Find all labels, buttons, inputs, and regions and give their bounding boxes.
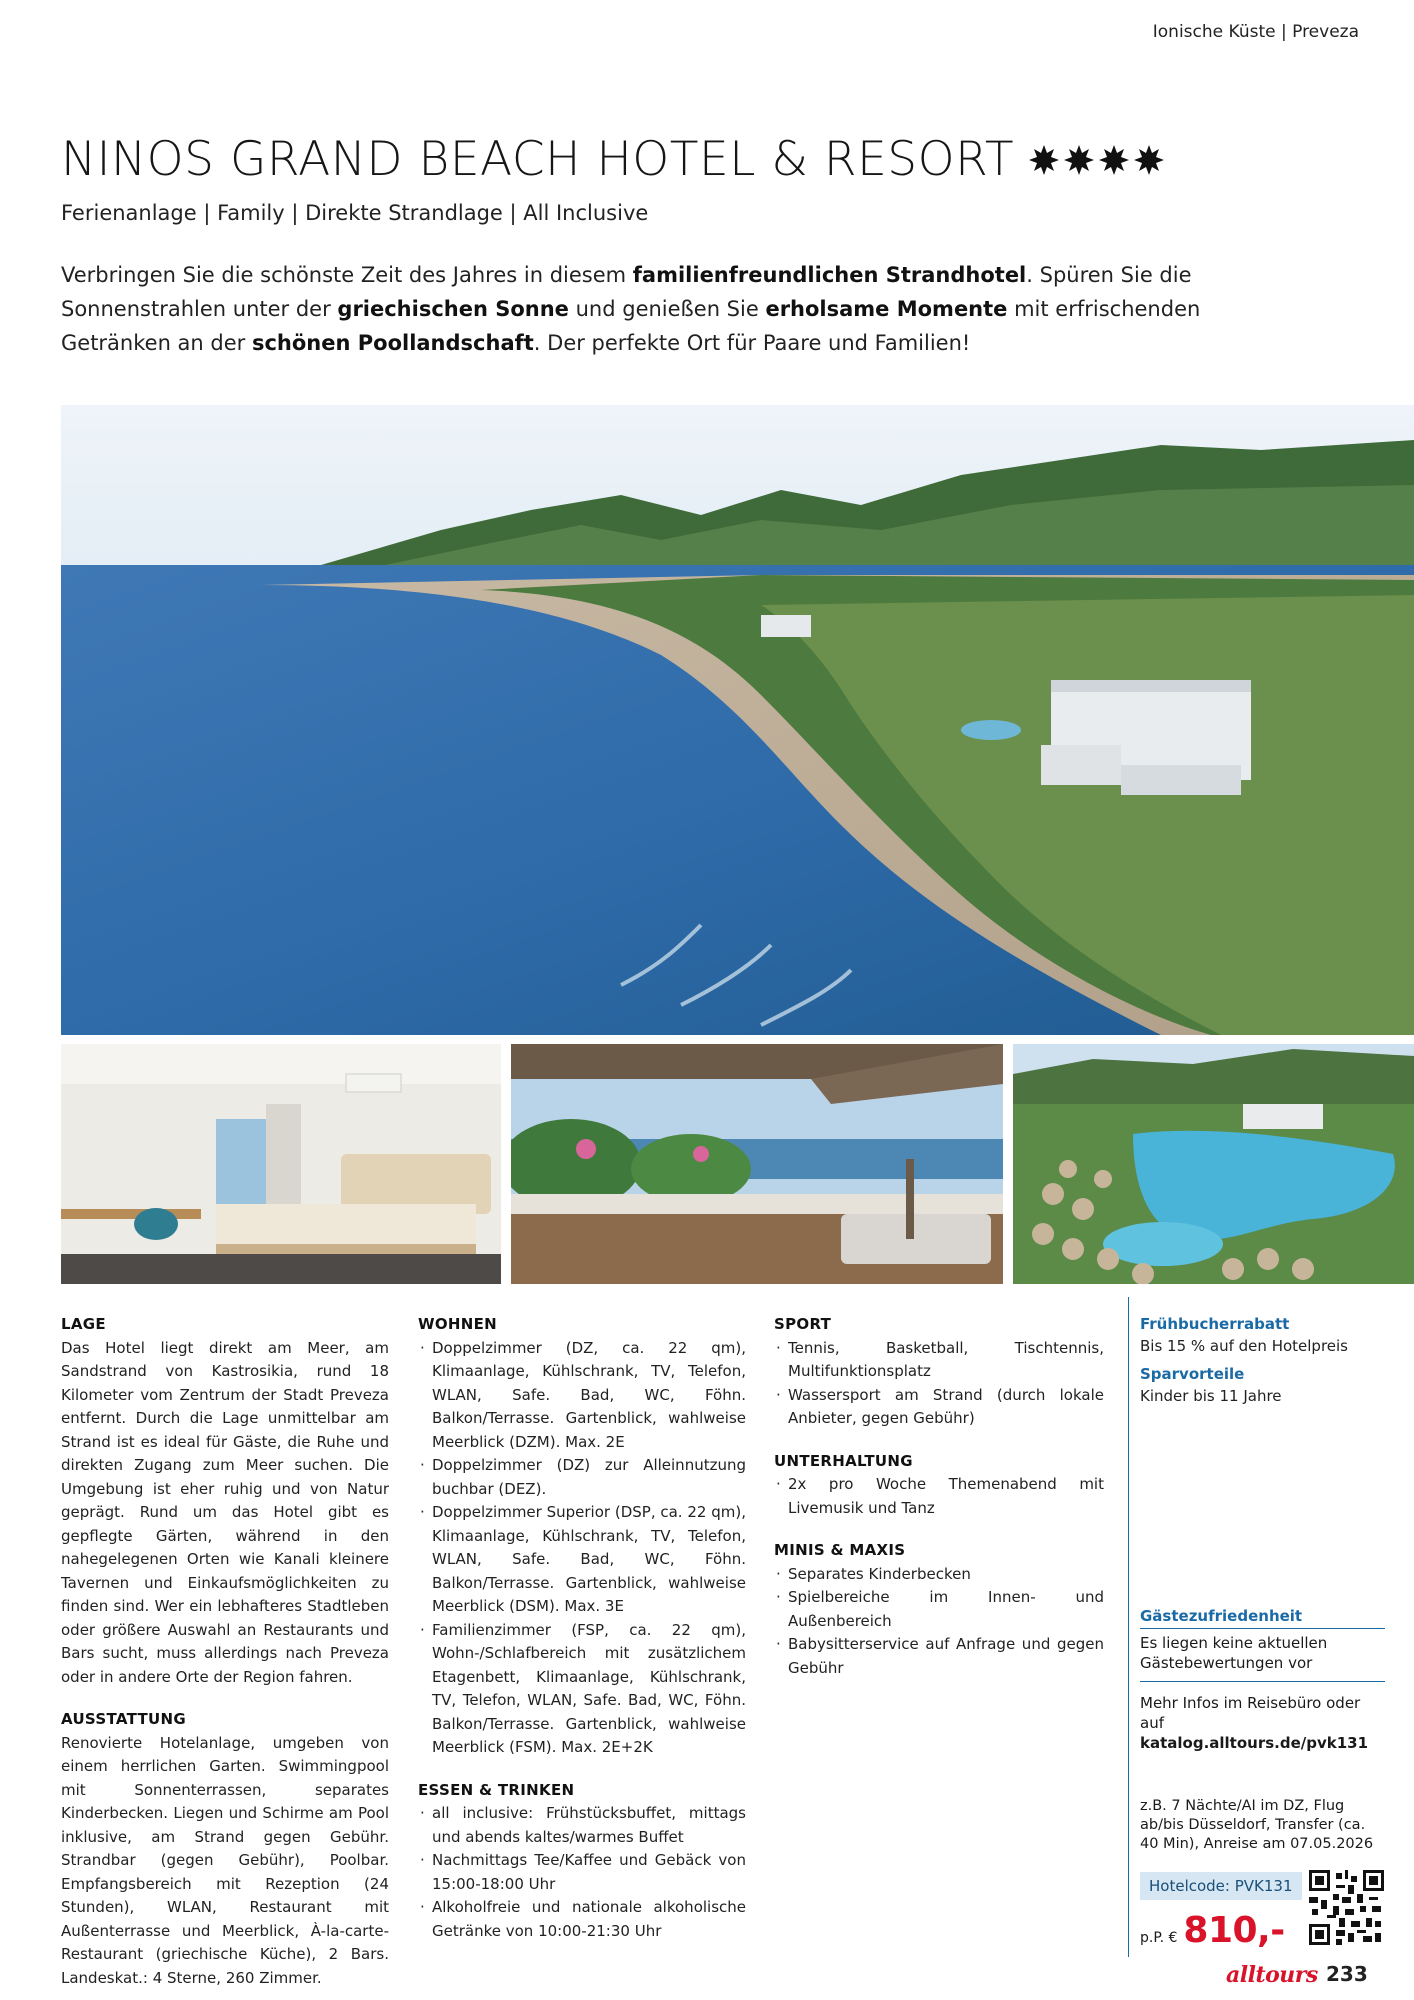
guest-satisfaction-heading: Gästezufriedenheit	[1140, 1607, 1385, 1629]
hotel-room-photo	[61, 1044, 501, 1284]
qr-code-icon[interactable]	[1309, 1870, 1384, 1945]
section-heading-wohnen: WOHNEN	[418, 1315, 498, 1333]
star-icon	[1028, 144, 1060, 176]
list-item: · Doppelzimmer Superior (DSP, ca. 22 qm), Klimaanlage, Kühlschrank, TV, Telefon, WLAN, Safe. Bad, WC, Föhn. Balkon/Terrasse. Gartenblick, wahlweise Meerblick (DSM). Max. 3E	[418, 1501, 746, 1619]
more-info-text: Mehr Infos im Reisebüro oder auf	[1140, 1694, 1361, 1732]
page-number: 233	[1326, 1962, 1368, 1986]
pool-landscape-photo	[1013, 1044, 1414, 1284]
list-item: · Familienzimmer (FSP, ca. 22 qm), Wohn-/Schlafbereich mit zusätzlichem Etagenbett, Klimaanlage, Kühlschrank, TV, Telefon, WLAN, Safe. Bad, WC, Föhn. Balkon/Terrasse. Gartenblick, wahlweise Meerblick (FSM). Max. 2E+2K	[418, 1619, 746, 1760]
catalog-link[interactable]: katalog.alltours.de/pvk131	[1140, 1734, 1369, 1752]
section-heading-minis: MINIS & MAXIS	[774, 1541, 906, 1559]
column-sport-unterhaltung	[774, 1313, 1104, 1680]
intro-bold: familienfreundlichen Strandhotel	[632, 263, 1027, 287]
hotel-subtitle: Ferienanlage | Family | Direkte Strandlage | All Inclusive	[61, 201, 649, 225]
intro-paragraph	[61, 258, 1211, 360]
intro-text: mit erfrischenden Getränken an der	[61, 297, 1201, 355]
info-sidebar	[1128, 1297, 1386, 1957]
intro-bold: schönen Poollandschaft	[251, 331, 534, 355]
more-info	[1140, 1693, 1385, 1753]
star-rating	[1028, 144, 1165, 176]
intro-bold: erholsame Momente	[765, 297, 1008, 321]
early-booking-text: Bis 15 % auf den Hotelpreis	[1140, 1337, 1348, 1355]
list-item: · Doppelzimmer (DZ, ca. 22 qm), Klimaanlage, Kühlschrank, TV, Telefon, WLAN, Safe. Bad, WC, Föhn. Balkon/Terrasse. Gartenblick, wahlweise Meerblick (DZM). Max. 2E	[418, 1337, 746, 1455]
list-item: · Nachmittags Tee/Kaffee und Gebäck von 15:00-18:00 Uhr	[418, 1849, 746, 1896]
list-sport	[774, 1337, 1104, 1431]
intro-text: . Spüren Sie die Sonnenstrahlen unter der	[61, 263, 1192, 321]
intro-text: . Der perfekte Ort für Paare und Familien!	[533, 331, 971, 355]
price-row	[1140, 1910, 1285, 1951]
early-booking-heading: Frühbucherrabatt	[1140, 1315, 1290, 1333]
section-heading-unterhaltung: UNTERHALTUNG	[774, 1451, 913, 1470]
title-block	[61, 132, 1311, 225]
terrace-bar-photo	[511, 1044, 1003, 1284]
offer-details: z.B. 7 Nächte/AI im DZ, Flug ab/bis Düsseldorf, Transfer (ca. 40 Min), Anreise am 07.05.2026	[1140, 1798, 1374, 1852]
section-heading-sport: SPORT	[774, 1315, 832, 1333]
hotel-name: NINOS GRAND BEACH HOTEL & RESORT	[61, 132, 1015, 187]
list-minis	[774, 1563, 1104, 1681]
list-item: · Tennis, Basketball, Tischtennis, Multifunktionsplatz	[774, 1337, 1104, 1384]
aerial-beach-photo	[61, 405, 1414, 1035]
price-label: p.P. €	[1140, 1930, 1178, 1946]
section-text-lage: Das Hotel liegt direkt am Meer, am Sandstrand von Kastrosikia, rund 18 Kilometer vom Zentrum der Stadt Preveza entfernt. Durch die Lage unmittelbar am Strand ist es ideal für Gäste, die Ruhe und direkten Zugang zum Meer suchen. Die Umgebung ist eher ruhig und von Natur geprägt. Rund um das Hotel gibt es gepflegte Gärten, während in den nahegelegenen Orten wie Kanali kleinere Tavernen und Einkaufsmöglichkeiten zu finden sind. Wer ein lebhafteres Stadtleben oder größere Auswahl an Restaurants und Bars sucht, muss allerdings nach Preveza oder in andere Orte der Region fahren.	[61, 1338, 389, 1686]
guest-satisfaction-text: Es liegen keine aktuellen Gästebewertungen vor	[1140, 1633, 1385, 1682]
price-value: 810,-	[1183, 1910, 1285, 1951]
column-lage-ausstattung	[61, 1313, 389, 1990]
region-breadcrumb: Ionische Küste | Preveza	[1152, 22, 1359, 42]
star-icon	[1133, 144, 1165, 176]
list-essen	[418, 1802, 746, 1943]
intro-text: Verbringen Sie die schönste Zeit des Jahres in diesem	[61, 263, 633, 287]
guest-satisfaction-box	[1140, 1607, 1385, 1753]
list-item: · Babysitterservice auf Anfrage und gegen Gebühr	[774, 1633, 1104, 1680]
star-icon	[1063, 144, 1095, 176]
section-heading-lage: LAGE	[61, 1315, 106, 1333]
savings-text: Kinder bis 11 Jahre	[1140, 1387, 1282, 1405]
star-icon	[1098, 144, 1130, 176]
alltours-logo: alltours	[1226, 1962, 1318, 1988]
intro-bold: griechischen Sonne	[337, 297, 569, 321]
list-item: · all inclusive: Frühstücksbuffet, mittags und abends kaltes/warmes Buffet	[418, 1802, 746, 1849]
list-item: · Alkoholfreie und nationale alkoholische Getränke von 10:00-21:30 Uhr	[418, 1896, 746, 1943]
list-item: · Wassersport am Strand (durch lokale Anbieter, gegen Gebühr)	[774, 1384, 1104, 1431]
list-unterhaltung	[774, 1473, 1104, 1520]
list-item: · 2x pro Woche Themenabend mit Livemusik und Tanz	[774, 1473, 1104, 1520]
hotel-title	[61, 132, 1311, 187]
list-item: · Spielbereiche im Innen- und Außenbereich	[774, 1586, 1104, 1633]
section-heading-essen: ESSEN & TRINKEN	[418, 1780, 575, 1799]
list-wohnen	[418, 1337, 746, 1760]
intro-text: und genießen Sie	[568, 297, 766, 321]
section-heading-ausstattung: AUSSTATTUNG	[61, 1710, 186, 1728]
savings-heading: Sparvorteile	[1140, 1365, 1245, 1383]
list-item: · Separates Kinderbecken	[774, 1563, 1104, 1587]
list-item: · Doppelzimmer (DZ) zur Alleinnutzung buchbar (DEZ).	[418, 1454, 746, 1501]
hotelcode-badge: Hotelcode: PVK131	[1140, 1872, 1302, 1900]
column-wohnen-essen	[418, 1313, 746, 1943]
section-text-ausstattung: Renovierte Hotelanlage, umgeben von einem herrlichen Garten. Swimmingpool mit Sonnenterrassen, separates Kinderbecken. Liegen und Schirme am Pool inklusive, am Strand gegen Gebühr. Strandbar (gegen Gebühr), Poolbar. Empfangsbereich mit Rezeption (24 Stunden), WLAN, Restaurant mit Außenterrasse und Meerblick, À-la-carte-Restaurant (griechische Küche), 2 Bars. Landeskat.: 4 Sterne, 260 Zimmer.	[61, 1733, 389, 1987]
